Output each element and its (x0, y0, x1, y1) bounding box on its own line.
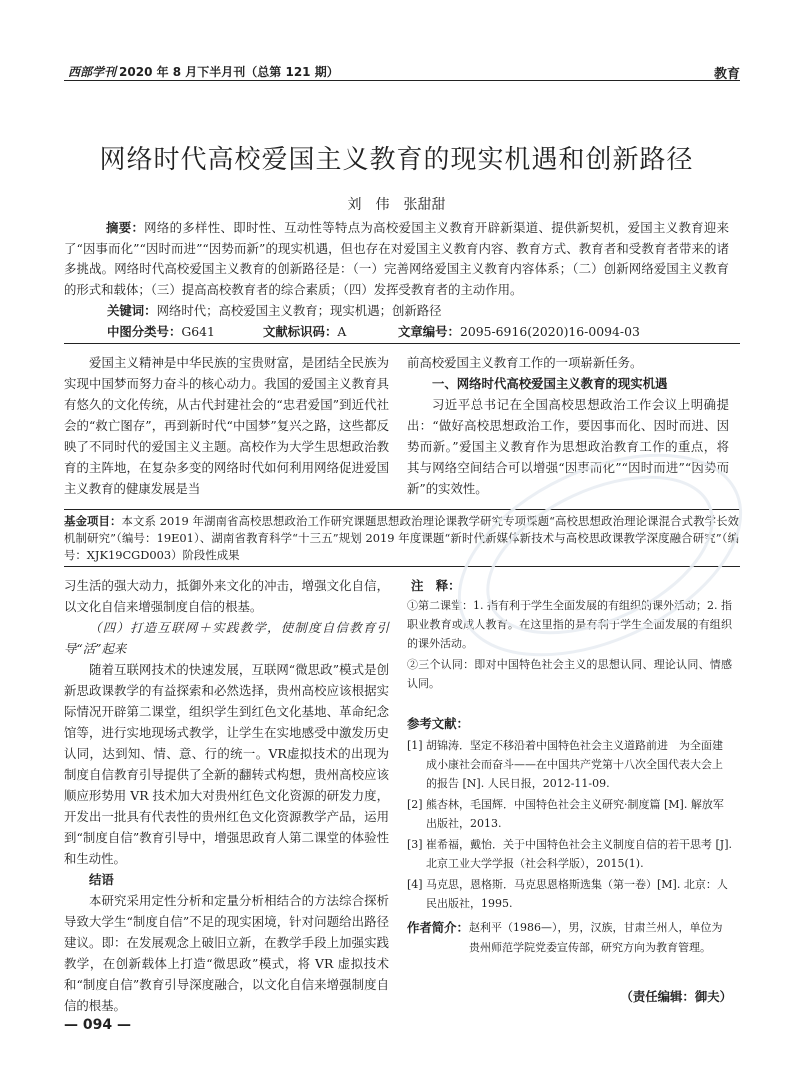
subheading-4: （四）打造互联网＋实践教学，使制度自信教育引导“活”起来 (64, 620, 389, 656)
author-bio (407, 918, 732, 958)
practice-paragraph: 随着互联网技术的快速发展，互联网“微思政”模式是创新思政课教学的有益探索和必然选择，贵州高校应该根据实际情况开辟第二课堂，组织学生到红色文化基地、革命纪念馆等，进行实地现场式教学，让学生在实地感受中激发历史认同，达到知、情、意、行的统一。VR虚拟技术的出现为制度自信教育引导提供了全新的翻转式构想，贵州高校应该顺应形势用 VR 技术加大对贵州红色文化资源的研发力度，开发出一批具有代表性的贵州红色文化资源教学产品，运用到“制度自信”教育引导中，增强思政育人第二课堂的体验性和生动性。 (64, 662, 389, 866)
header-rule (64, 80, 740, 81)
funding-label: 基金项目： (64, 514, 122, 528)
section-label: 教育 (713, 67, 740, 82)
watermark-stamp (420, 430, 780, 680)
abstract-label: 摘要： (106, 220, 145, 235)
section-heading-1: 一、网络时代高校爱国主义教育的现实机遇 (432, 376, 668, 391)
keywords-text: 网络时代；高校爱国主义教育；现实机遇；创新路径 (156, 303, 442, 318)
note-2: ②三个认同：即对中国特色社会主义的思想认同、理论认同、情感认同。 (407, 658, 732, 690)
article-number: 文章编号：2095-6916(2020)16-0094-03 (398, 324, 640, 339)
clc-number: 中图分类号：G641 (107, 324, 215, 339)
intro-paragraph: 爱国主义精神是中华民族的宝贵财富，是团结全民族为实现中国梦而努力奋斗的核心动力。我国的爱国主义教育具有悠久的文化传统，从古代封建社会的“忠君爱国”到近代社会的“救亡图存”，再到新时代“中国梦”复兴之路，这些都反映了不同时代的爱国主义主题。高校作为大学生思想政治教育的主阵地，在复杂多变的网络时代如何利用网络促进爱国主义教育的健康发展是当 (64, 355, 389, 496)
abstract-text: 网络的多样性、即时性、互动性等特点为高校爱国主义教育开辟新渠道、提供新契机，爱国主义教育迎来了“因事而化”“因时而进”“因势而新”的现实机遇，但也存在对爱国主义教育内容、教育方式、教育者和受教育者带来的诸多挑战。网络时代高校爱国主义教育的创新路径是：（一）完善网络爱国主义教育内容体系；（二）创新网络爱国主义教育的形式和载体；（三）提高高校教育者的综合素质；（四）发挥受教育者的主动作用。 (64, 220, 730, 297)
editor-note: （责任编辑：御夫） (620, 989, 732, 1004)
keywords (107, 301, 727, 319)
abstract (64, 218, 729, 300)
running-header (68, 63, 339, 80)
author-bio-label: 作者简介： (407, 920, 469, 935)
funding-text: 本文系 2019 年湖南省高校思想政治工作研究课题思想政治理论课教学研究专项课题“高校思想政治理论课混合式教学长效机制研究”（编号：19E01）、湖南省教育科学“十三五”规划 2019 年度课题“新时代新媒体新技术与高校思政课教学深度融合研究”（编号：XJK19CGD003）阶段性成果 (64, 514, 739, 562)
abstract-rule (64, 343, 740, 344)
reference-item: [2] 熊杏林，毛国辉．中国特色社会主义研究·制度篇 [M]. 解放军出版社，2013. (407, 798, 724, 830)
conclusion-paragraph: 本研究采用定性分析和定量分析相结合的方法综合探析导致大学生“制度自信”不足的现实困境，针对问题给出路径建议。即：在发展观念上破旧立新，在教学手段上加强实践教学，在创新载体上打造“微思政”模式，将 VR 虚拟技术和“制度自信”教育引导深度融合，以文化自信来增强制度自信的根基。 (64, 893, 389, 1013)
reference-item: [4] 马克思，恩格斯．马克思恩格斯选集（第一卷）[M]. 北京：人民出版社，1995. (407, 878, 728, 910)
references-section (407, 714, 732, 915)
keywords-label: 关键词： (107, 303, 157, 318)
section-1-paragraph: 习近平总书记在全国高校思想政治工作会议上明确提出：“做好高校思想政治工作，要因事而化、因时而进、因势而新。”爱国主义教育作为思想政治教育工作的重点，将其与网络空间结合可以增强“因事而化”“因时而进”“因势而新”的实效性。 (407, 397, 729, 496)
references-heading: 参考文献： (407, 716, 469, 731)
note-1: ①第二课堂：1. 指有利于学生全面发展的有组织的课外活动；2. 指职业教育或成人教育。在这里指的是有利于学生全面发展的有组织的课外活动。 (407, 599, 732, 650)
journal-name: 西部学刊 (68, 65, 117, 79)
conclusion-heading: 结语 (89, 872, 114, 887)
page-number: — 094 — (64, 1017, 131, 1033)
author-bio-text: 赵利平（1986—），男，汉族，甘肃兰州人，单位为贵州师范学院党委宣传部，研究方向为教育管理。 (468, 921, 723, 954)
continuation-paragraph: 习生活的强大动力，抵御外来文化的冲击，增强文化自信，以文化自信来增强制度自信的根基。 (64, 578, 389, 614)
lower-left-column (64, 575, 389, 1016)
intro-continuation: 前高校爱国主义教育工作的一项崭新任务。 (407, 355, 643, 370)
reference-item: [3] 崔希福，戴怡．关于中国特色社会主义制度自信的若干思考 [J]. 北京工业大学学报（社会科学版），2015(1). (407, 838, 732, 870)
notes-heading: 注 释： (411, 578, 461, 593)
doc-code: 文献标识码：A (263, 324, 347, 339)
article-title: 网络时代高校爱国主义教育的现实机遇和创新路径 (99, 145, 694, 175)
intro-left-column (64, 352, 389, 499)
issue-info: 2020 年 8 月下半月刊（总第 121 期） (119, 65, 339, 79)
reference-item: [1] 胡锦涛．坚定不移沿着中国特色社会主义道路前进 为全面建成小康社会而奋斗——在中国共产党第十八次全国代表大会上的报告 [N]. 人民日报，2012-11-09. (407, 739, 723, 790)
authors: 刘 伟 张甜甜 (347, 197, 446, 213)
